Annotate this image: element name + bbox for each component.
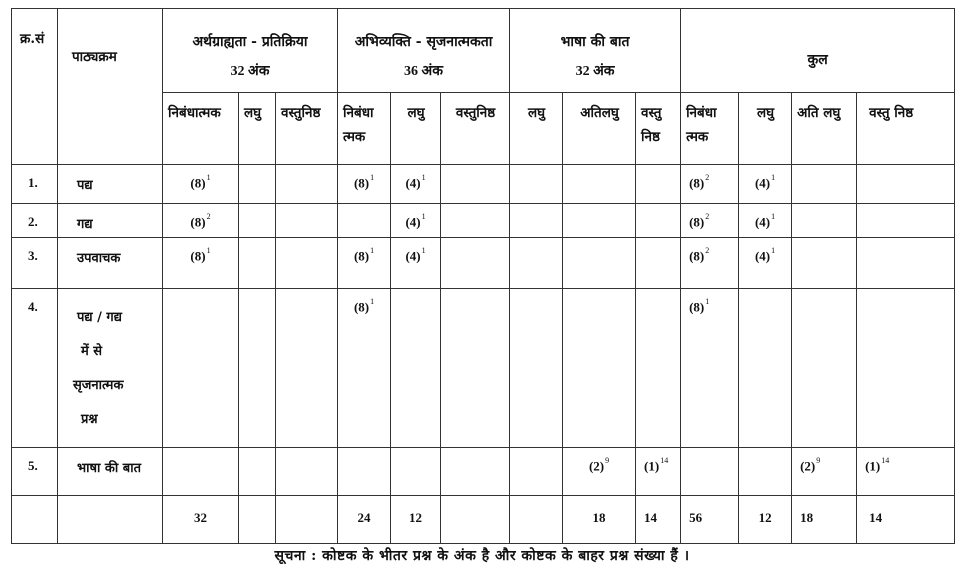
marks-value: (8) <box>689 175 705 191</box>
marks-value: (2) <box>588 458 605 474</box>
score-cell <box>792 238 857 289</box>
serial-number: 4. <box>12 289 58 448</box>
score-cell <box>681 165 739 204</box>
score-cell <box>739 204 792 238</box>
total-cell: 12 <box>739 496 792 544</box>
score-cell <box>441 204 510 238</box>
marks-value: (4) <box>754 175 771 191</box>
score-cell <box>636 448 681 496</box>
score-cell <box>857 289 955 448</box>
table-row <box>12 448 955 496</box>
marks-value: (8) <box>190 175 206 191</box>
score-cell <box>636 238 681 289</box>
course-name: भाषा की बात <box>58 448 163 496</box>
score-cell <box>441 448 510 496</box>
marks-value: (4) <box>405 175 421 191</box>
score-cell <box>239 289 276 448</box>
marks-value: (8) <box>689 214 705 230</box>
score-cell <box>739 238 792 289</box>
question-count: 1 <box>370 297 375 306</box>
marks-value: (4) <box>754 248 771 264</box>
score-cell <box>739 289 792 448</box>
header-group-language <box>510 9 681 93</box>
group-title: अभिव्यक्ति - सृजनात्मकता <box>354 34 493 50</box>
score-cell <box>563 448 636 496</box>
score-cell <box>239 448 276 496</box>
score-cell <box>276 238 338 289</box>
question-count: 1 <box>206 246 211 255</box>
marks-value: (4) <box>754 214 771 230</box>
score-cell <box>636 204 681 238</box>
total-cell: 14 <box>636 496 681 544</box>
marks-value: (4) <box>405 248 421 264</box>
score-cell <box>792 204 857 238</box>
score-cell <box>681 238 739 289</box>
score-cell <box>338 204 391 238</box>
score-cell <box>857 165 955 204</box>
course-name-line: में से <box>81 344 103 359</box>
serial-number: 1. <box>12 165 58 204</box>
score-cell <box>792 448 857 496</box>
group-title: अर्थग्राह्यता - प्रतिक्रिया <box>192 34 308 50</box>
subheader: वस्तु निष्ठ <box>636 93 681 165</box>
marks-value: (8) <box>353 175 370 191</box>
score-cell <box>681 448 739 496</box>
course-name: गद्य <box>58 204 163 238</box>
score-cell <box>636 165 681 204</box>
marks-value: (4) <box>405 214 421 230</box>
header-serial: क्र.सं <box>12 9 58 165</box>
question-count: 1 <box>421 212 426 221</box>
question-count: 9 <box>605 456 610 465</box>
marks-value: (8) <box>190 214 206 230</box>
question-count: 1 <box>370 173 375 182</box>
subheader: अति लघु <box>792 93 857 165</box>
question-count: 2 <box>705 246 710 255</box>
marks-value: (8) <box>353 248 370 264</box>
total-cell <box>239 496 276 544</box>
question-count: 1 <box>771 212 776 221</box>
question-count: 1 <box>206 173 211 182</box>
marks-value: (1) <box>644 458 660 474</box>
score-cell <box>391 289 441 448</box>
course-name <box>58 289 163 448</box>
group-marks: 32 अंक <box>575 64 615 79</box>
empty-cell <box>58 496 163 544</box>
score-cell <box>441 165 510 204</box>
score-cell <box>276 289 338 448</box>
score-cell <box>792 165 857 204</box>
score-cell <box>510 238 563 289</box>
score-cell <box>338 238 391 289</box>
group-marks: 32 अंक <box>230 64 270 79</box>
score-cell <box>239 204 276 238</box>
subheader: निबंधात्मक <box>163 93 239 165</box>
total-cell <box>510 496 563 544</box>
score-cell <box>276 204 338 238</box>
score-cell <box>338 289 391 448</box>
table-row <box>12 289 955 448</box>
header-row-groups <box>12 9 955 93</box>
course-name-line: सृजनात्मक <box>73 378 124 393</box>
table-row <box>12 204 955 238</box>
score-cell <box>739 165 792 204</box>
total-cell: 18 <box>792 496 857 544</box>
score-cell <box>163 448 239 496</box>
score-cell <box>563 289 636 448</box>
table-row <box>12 238 955 289</box>
question-count: 2 <box>705 173 710 182</box>
score-cell <box>276 165 338 204</box>
score-cell <box>510 204 563 238</box>
subheader: वस्तुनिष्ठ <box>441 93 510 165</box>
header-group-comprehension <box>163 9 338 93</box>
score-cell <box>338 165 391 204</box>
score-cell <box>441 289 510 448</box>
total-cell: 24 <box>338 496 391 544</box>
header-group-expression <box>338 9 510 93</box>
blueprint-table <box>11 8 955 544</box>
group-title: भाषा की बात <box>560 34 630 50</box>
score-cell <box>441 238 510 289</box>
score-cell <box>391 165 441 204</box>
question-count: 14 <box>881 456 890 465</box>
question-count: 1 <box>370 246 375 255</box>
table-body <box>12 165 955 544</box>
header-group-total <box>681 9 955 93</box>
question-count: 1 <box>705 297 710 306</box>
course-name: उपवाचक <box>58 238 163 289</box>
score-cell <box>163 289 239 448</box>
score-cell <box>391 448 441 496</box>
question-count: 1 <box>421 246 426 255</box>
score-cell <box>163 238 239 289</box>
subheader: निबंधा त्मक <box>681 93 739 165</box>
question-count: 1 <box>771 173 776 182</box>
score-cell <box>338 448 391 496</box>
marks-value: (8) <box>689 248 705 264</box>
subheader: वस्तु निष्ठ <box>857 93 955 165</box>
score-cell <box>681 204 739 238</box>
question-count: 2 <box>705 212 710 221</box>
subheader: अतिलघु <box>563 93 636 165</box>
score-cell <box>739 448 792 496</box>
group-title: कुल <box>807 52 828 68</box>
score-cell <box>563 204 636 238</box>
serial-number: 5. <box>12 448 58 496</box>
marks-value: (8) <box>190 248 206 264</box>
marks-value: (1) <box>865 458 881 474</box>
subheader: लघु <box>239 93 276 165</box>
subheader: लघु <box>739 93 792 165</box>
header-course: पाठ्यक्रम <box>58 9 163 165</box>
question-count: 2 <box>206 212 211 221</box>
score-cell <box>681 289 739 448</box>
serial-number: 3. <box>12 238 58 289</box>
question-count: 14 <box>660 456 669 465</box>
score-cell <box>510 448 563 496</box>
subheader: लघु <box>510 93 563 165</box>
score-cell <box>391 204 441 238</box>
score-cell <box>163 204 239 238</box>
score-cell <box>857 448 955 496</box>
score-cell <box>276 448 338 496</box>
total-cell: 56 <box>681 496 739 544</box>
table-row <box>12 165 955 204</box>
totals-row <box>12 496 955 544</box>
score-cell <box>510 289 563 448</box>
total-cell <box>441 496 510 544</box>
total-cell <box>276 496 338 544</box>
question-count: 9 <box>816 456 821 465</box>
score-cell <box>563 165 636 204</box>
score-cell <box>857 204 955 238</box>
course-name: पद्य <box>58 165 163 204</box>
score-cell <box>636 289 681 448</box>
score-cell <box>391 238 441 289</box>
marks-value: (2) <box>800 458 816 474</box>
score-cell <box>163 165 239 204</box>
total-cell: 32 <box>163 496 239 544</box>
total-cell: 18 <box>563 496 636 544</box>
marks-value: (8) <box>353 299 370 315</box>
subheader: निबंधा त्मक <box>338 93 391 165</box>
score-cell <box>857 238 955 289</box>
empty-cell <box>12 496 58 544</box>
score-cell <box>792 289 857 448</box>
course-name-line: प्रश्न <box>81 412 98 427</box>
score-cell <box>239 238 276 289</box>
marks-value: (8) <box>689 299 705 315</box>
group-marks: 36 अंक <box>404 64 443 79</box>
question-count: 1 <box>421 173 426 182</box>
total-cell: 14 <box>857 496 955 544</box>
subheader: वस्तुनिष्ठ <box>276 93 338 165</box>
score-cell <box>563 238 636 289</box>
question-count: 1 <box>771 246 776 255</box>
course-name-line: पद्य / गद्य <box>77 310 122 325</box>
score-cell <box>510 165 563 204</box>
serial-number: 2. <box>12 204 58 238</box>
footnote: सूचना : कोष्टक के भीतर प्रश्न के अंक है और कोष्टक के बाहर प्रश्न संख्या हैं । <box>274 548 690 564</box>
total-cell: 12 <box>391 496 441 544</box>
score-cell <box>239 165 276 204</box>
subheader: लघु <box>391 93 441 165</box>
